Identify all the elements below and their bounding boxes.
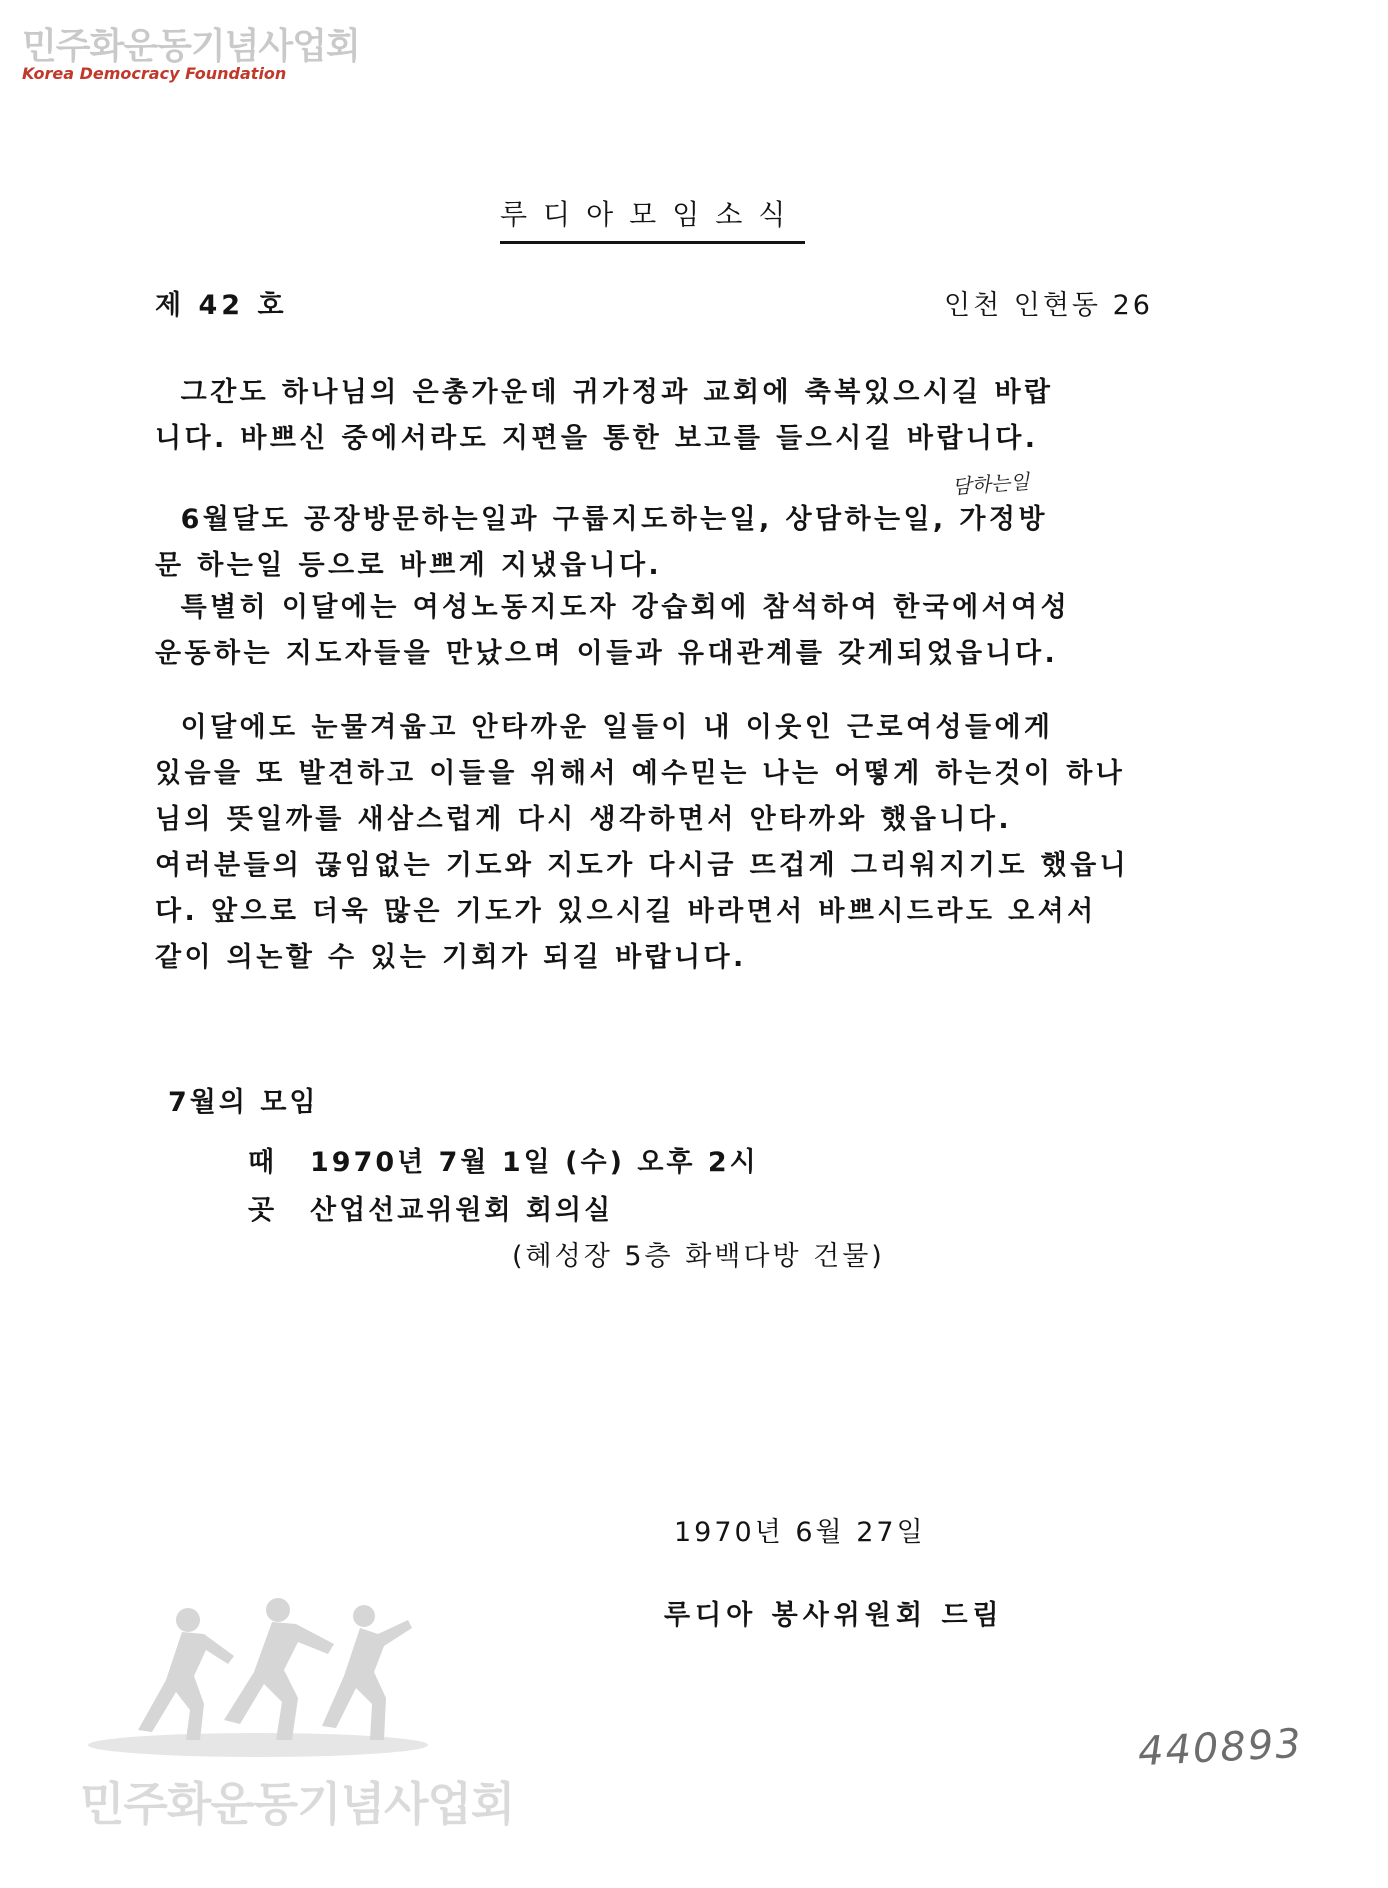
body-line: 다. 앞으로 더욱 많은 기도가 있으시길 바라면서 바쁘시드라도 오셔서 — [155, 896, 1097, 927]
sender-signature: 루디아 봉사위원회 드림 — [664, 1600, 1004, 1631]
paragraph-seminar — [155, 585, 1070, 677]
foundation-logo-icon — [78, 1580, 438, 1760]
paragraph-june-activities — [155, 497, 1048, 589]
body-line: 6월달도 공장방문하는일과 구룹지도하는일, 상담하는일, 가정방 — [155, 504, 1048, 535]
body-line: 운동하는 지도자들을 만났으며 이들과 유대관계를 갖게되었읍니다. — [155, 638, 1059, 669]
body-line: 있음을 또 발견하고 이들을 위해서 예수믿는 나는 어떻게 하는것이 하나 — [155, 758, 1126, 789]
body-line: 그간도 하나님의 은총가운데 귀가정과 교회에 축복있으시길 바랍 — [155, 377, 1054, 408]
handwritten-correction: 담하는일 — [951, 469, 1031, 499]
archive-number: 440893 — [1136, 1720, 1304, 1776]
meeting-where-value: 산업선교위원회 회의실 — [310, 1195, 614, 1226]
meeting-where-detail: (혜성장 5층 화백다방 건물) — [512, 1241, 885, 1272]
meeting-when-label: 때 — [248, 1147, 278, 1178]
body-line: 니다. 바쁘신 중에서라도 지편을 통한 보고를 들으시길 바랍니다. — [155, 423, 1039, 454]
document-title: 루디아모임소식 — [500, 193, 805, 244]
watermark-org-english: Korea Democracy Foundation — [22, 64, 287, 83]
watermark-org-korean-bottom: 민주화운동기념사업회 — [80, 1777, 515, 1831]
body-line: 여러분들의 끊임없는 기도와 지도가 다시금 뜨겁게 그리워지기도 했읍니 — [155, 850, 1130, 881]
watermark-org-korean: 민주화운동기념사업회 — [22, 26, 360, 67]
issue-number: 제 42 호 — [155, 290, 288, 321]
meeting-title: 7월의 모임 — [168, 1087, 319, 1118]
document-date: 1970년 6월 27일 — [674, 1517, 926, 1548]
body-line: 님의 뜻일까를 새삼스럽게 다시 생각하면서 안타까와 했읍니다. — [155, 804, 1012, 835]
body-line: 문 하는일 등으로 바쁘게 지냈읍니다. — [155, 550, 663, 581]
body-line: 같이 의논할 수 있는 기회가 되길 바랍니다. — [155, 942, 747, 973]
address: 인천 인현동 26 — [944, 290, 1153, 321]
paragraph-reflection — [155, 705, 1129, 981]
body-line: 특별히 이달에는 여성노동지도자 강습회에 참석하여 한국에서여성 — [155, 592, 1071, 623]
body-line: 이달에도 눈물겨웁고 안타까운 일들이 내 이웃인 근로여성들에게 — [155, 712, 1054, 743]
paragraph-greeting — [155, 370, 1053, 462]
meeting-when-value: 1970년 7월 1일 (수) 오후 2시 — [310, 1147, 759, 1178]
meeting-where-label: 곳 — [248, 1195, 278, 1226]
